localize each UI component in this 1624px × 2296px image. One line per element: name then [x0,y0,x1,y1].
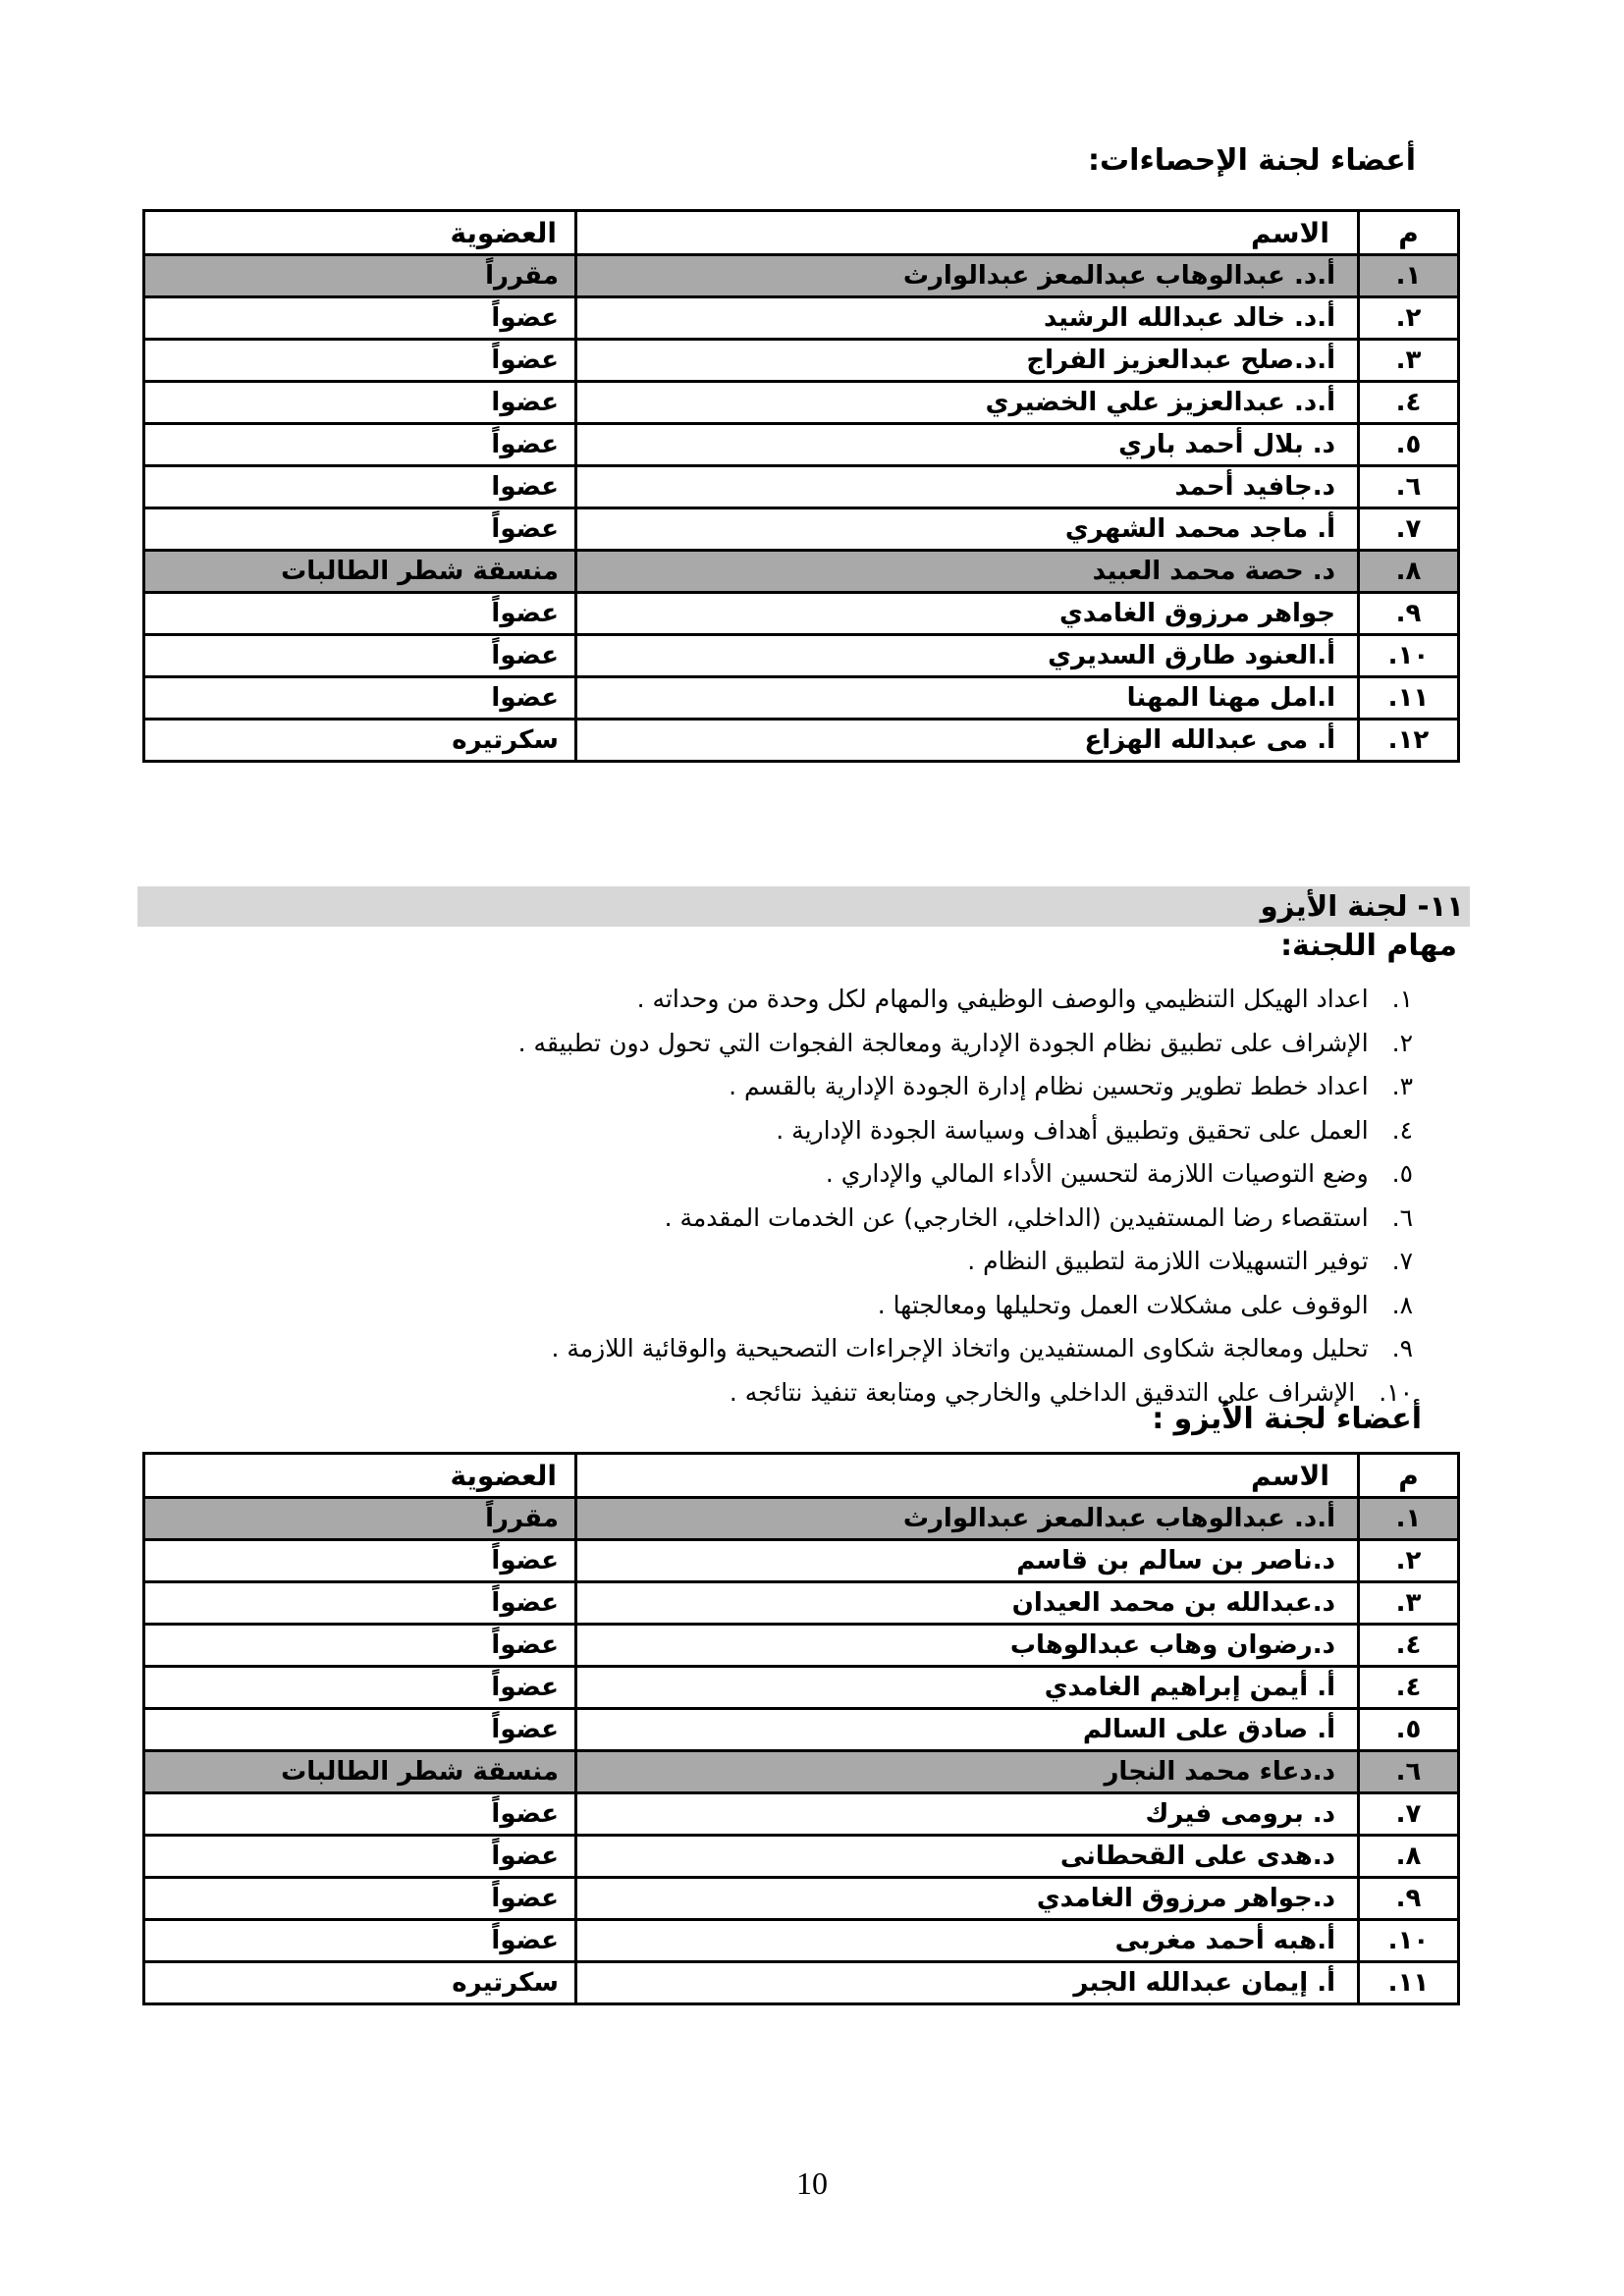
membership-cell: عضوا [144,382,576,424]
table-row [144,1540,1459,1582]
task-number: ١. [1391,985,1413,1013]
membership-cell: منسقة شطر الطالبات [144,551,576,593]
table-row [144,1920,1459,1962]
row-number-cell: ١٠. [1359,635,1459,677]
membership-cell: عضواً [144,1625,576,1667]
membership-cell: عضواً [144,340,576,382]
membership-cell: عضواً [144,1667,576,1709]
task-number: ٢. [1391,1028,1413,1057]
task-text: الإشراف على تطبيق نظام الجودة الإدارية ومعالجة الفجوات التي تحول دون تطبيقه . [517,1028,1369,1057]
member-name-cell: أ. إيمان عبدالله الجبر [576,1962,1359,2004]
row-number-cell: ٢. [1359,1540,1459,1582]
row-number-cell: ٩. [1359,593,1459,635]
row-number-cell: ١١. [1359,1962,1459,2004]
membership-cell: مقرراً [144,255,576,297]
task-text: العمل على تحقيق وتطبيق أهداف وسياسة الجودة الإدارية . [776,1115,1369,1145]
membership-cell: عضوا [144,677,576,720]
table-row [144,1582,1459,1625]
page-number: 10 [796,2165,828,2201]
member-name-cell: د. حصة محمد العبيد [576,551,1359,593]
member-name-cell: د. بلال أحمد باري [576,424,1359,466]
header-cell-name: الاسم [576,1454,1359,1498]
header-row [144,211,1459,255]
membership-cell: عضواً [144,1540,576,1582]
table-row [144,720,1459,762]
member-name-cell: أ.د. عبدالوهاب عبدالمعز عبدالوارث [576,255,1359,297]
row-number-cell: ١٠. [1359,1920,1459,1962]
task-item [147,1197,1460,1241]
member-name-cell: د.جافيد أحمد [576,466,1359,508]
table-row [144,1878,1459,1920]
row-number-cell: ٧. [1359,1793,1459,1836]
table-row [144,340,1459,382]
iso-section-title-bar: ١١- لجنة الأيزو [137,886,1470,927]
task-item [147,1284,1460,1328]
task-number: ١٠. [1379,1377,1413,1407]
membership-cell: عضواً [144,1878,576,1920]
row-number-cell: ٩. [1359,1878,1459,1920]
table-row [144,466,1459,508]
member-name-cell: ا.امل مهنا المهنا [576,677,1359,720]
membership-cell: عضواً [144,297,576,340]
row-number-cell: ١. [1359,1498,1459,1540]
row-number-cell: ١٢. [1359,720,1459,762]
iso-members-heading: أعضاء لجنة الأيزو : [1152,1402,1422,1436]
membership-cell: عضوا [144,466,576,508]
header-row [144,1454,1459,1498]
member-name-cell: د.دعاء محمد النجار [576,1751,1359,1793]
task-number: ٦. [1391,1202,1413,1232]
member-name-cell: د.هدى على القحطانى [576,1836,1359,1878]
membership-cell: عضواً [144,1836,576,1878]
row-number-cell: ١١. [1359,677,1459,720]
member-name-cell: د.جواهر مرزوق الغامدي [576,1878,1359,1920]
table-header [144,211,1459,255]
task-number: ٣. [1391,1072,1413,1100]
member-name-cell: أ.العنود طارق السديري [576,635,1359,677]
task-item [147,1022,1460,1066]
member-name-cell: أ. أيمن إبراهيم الغامدي [576,1667,1359,1709]
membership-cell: عضواً [144,593,576,635]
membership-cell: عضواً [144,635,576,677]
membership-cell: سكرتيره [144,1962,576,2004]
row-number-cell: ٥. [1359,424,1459,466]
task-text: توفير التسهيلات اللازمة لتطبيق النظام . [967,1247,1369,1275]
table-row [144,1709,1459,1751]
row-number-cell: ٣. [1359,1582,1459,1625]
task-number: ٥. [1391,1159,1413,1188]
row-number-cell: ٦. [1359,1751,1459,1793]
table-row [144,1836,1459,1878]
member-name-cell: أ. صادق على السالم [576,1709,1359,1751]
table-row [144,1625,1459,1667]
membership-cell: عضواً [144,424,576,466]
table-row [144,255,1459,297]
task-text: الوقوف على مشكلات العمل وتحليلها ومعالجتها . [877,1290,1369,1319]
task-item [147,1065,1460,1109]
table-body [144,1498,1459,2004]
table-row [144,1667,1459,1709]
member-name-cell: أ.د.صلح عبدالعزيز الفراج [576,340,1359,382]
task-item [147,1240,1460,1284]
member-name-cell: أ.د. عبدالوهاب عبدالمعز عبدالوارث [576,1498,1359,1540]
task-item [147,978,1460,1022]
table-row [144,1751,1459,1793]
table-body [144,255,1459,762]
table-row [144,424,1459,466]
stats-members-heading: أعضاء لجنة الإحصاءات: [1088,143,1416,178]
tasks-list [147,978,1460,1415]
membership-cell: مقرراً [144,1498,576,1540]
member-name-cell: د.عبدالله بن محمد العيدان [576,1582,1359,1625]
member-name-cell: أ.د. خالد عبدالله الرشيد [576,297,1359,340]
task-text: استقصاء رضا المستفيدين (الداخلي، الخارجي) عن الخدمات المقدمة . [664,1202,1369,1232]
row-number-cell: ٢. [1359,297,1459,340]
row-number-cell: ٨. [1359,551,1459,593]
member-name-cell: د. برومى فيرك [576,1793,1359,1836]
table-row [144,297,1459,340]
task-item [147,1327,1460,1371]
task-item [147,1109,1460,1153]
table-row [144,593,1459,635]
member-name-cell: أ.د. عبدالعزيز علي الخضيري [576,382,1359,424]
member-name-cell: د.رضوان وهاب عبدالوهاب [576,1625,1359,1667]
membership-cell: عضواً [144,1709,576,1751]
table-row [144,1498,1459,1540]
stats-members-table [142,209,1460,763]
row-number-cell: ٤. [1359,382,1459,424]
membership-cell: عضواً [144,1920,576,1962]
task-text: اعداد خطط تطوير وتحسين نظام إدارة الجودة الإدارية بالقسم . [729,1072,1369,1100]
table-row [144,1962,1459,2004]
row-number-cell: ٤. [1359,1625,1459,1667]
row-number-cell: ٦. [1359,466,1459,508]
row-number-cell: ٨. [1359,1836,1459,1878]
task-number: ٧. [1391,1247,1413,1275]
header-cell-number: م [1359,211,1459,255]
task-text: تحليل ومعالجة شكاوى المستفيدين واتخاذ الإجراءات التصحيحية والوقائية اللازمة . [551,1334,1369,1362]
task-text: اعداد الهيكل التنظيمي والوصف الوظيفي والمهام لكل وحدة من وحداته . [636,985,1369,1013]
task-number: ٤. [1391,1115,1413,1145]
table-row [144,382,1459,424]
table-row [144,635,1459,677]
header-cell-membership: العضوية [144,1454,576,1498]
member-name-cell: د.ناصر بن سالم بن قاسم [576,1540,1359,1582]
member-name-cell: جواهر مرزوق الغامدي [576,593,1359,635]
header-cell-name: الاسم [576,211,1359,255]
task-text: الإشراف على التدقيق الداخلي والخارجي ومتابعة تنفيذ نتائجه . [729,1377,1356,1407]
membership-cell: عضواً [144,508,576,551]
table-row [144,551,1459,593]
header-cell-number: م [1359,1454,1459,1498]
tasks-heading: مهام اللجنة: [1280,929,1457,963]
row-number-cell: ٥. [1359,1709,1459,1751]
membership-cell: عضواً [144,1582,576,1625]
membership-cell: منسقة شطر الطالبات [144,1751,576,1793]
task-number: ٨. [1391,1290,1413,1319]
row-number-cell: ٧. [1359,508,1459,551]
membership-cell: عضواً [144,1793,576,1836]
task-number: ٩. [1391,1334,1413,1362]
member-name-cell: أ. مى عبدالله الهزاع [576,720,1359,762]
table-header [144,1454,1459,1498]
row-number-cell: ٣. [1359,340,1459,382]
member-name-cell: أ. ماجد محمد الشهري [576,508,1359,551]
table-row [144,508,1459,551]
row-number-cell: ١. [1359,255,1459,297]
iso-members-table [142,1452,1460,2005]
row-number-cell: ٤. [1359,1667,1459,1709]
membership-cell: سكرتيره [144,720,576,762]
task-item [147,1152,1460,1197]
member-name-cell: أ.هبه أحمد مغربى [576,1920,1359,1962]
table-row [144,677,1459,720]
task-text: وضع التوصيات اللازمة لتحسين الأداء المالي والإداري . [825,1159,1369,1188]
table-row [144,1793,1459,1836]
header-cell-membership: العضوية [144,211,576,255]
